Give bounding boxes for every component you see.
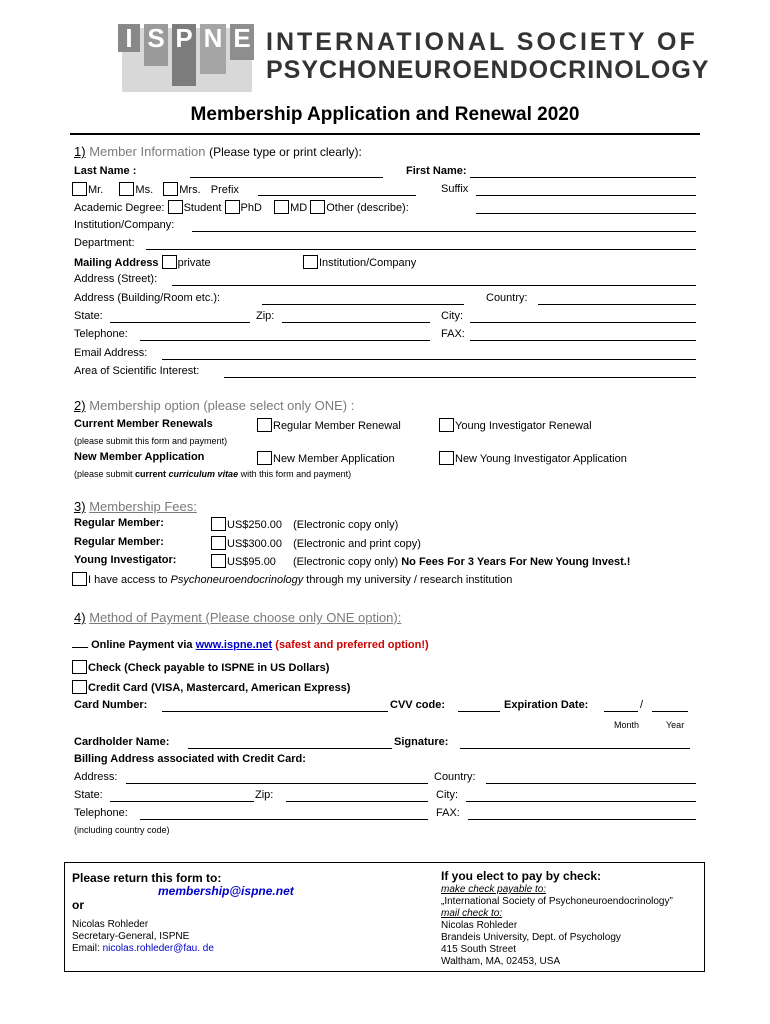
- mr-label: Mr.: [88, 184, 104, 196]
- building-label: Address (Building/Room etc.):: [74, 292, 221, 304]
- young-free-note: No Fees For 3 Years For New Young Invest.!: [401, 556, 631, 568]
- year-label: Year: [666, 720, 685, 730]
- billing-state-label: State:: [74, 789, 103, 801]
- billing-label: Billing Address associated with Credit Card:: [74, 753, 306, 765]
- ms-label: Ms.: [135, 184, 154, 196]
- mail-label: mail check to:: [441, 908, 503, 919]
- institution-label: Institution/Company:: [74, 219, 175, 231]
- building-field[interactable]: [262, 304, 464, 305]
- state-label: State:: [74, 310, 103, 322]
- secretary-name: Nicolas Rohleder: [72, 919, 149, 930]
- payable-label: make check payable to:: [441, 884, 547, 895]
- section-title: Member Information: [89, 144, 206, 159]
- online-payment-label: Online Payment via: [91, 639, 196, 651]
- private-checkbox[interactable]: [162, 255, 177, 269]
- logo-letter-e: E: [230, 24, 254, 60]
- phd-checkbox[interactable]: [225, 200, 240, 214]
- department-field[interactable]: [146, 249, 696, 250]
- journal-name: Psychoneuroendocrinology: [170, 574, 304, 586]
- billing-address-label: Address:: [74, 771, 118, 783]
- new-application-label: New Member Application: [74, 451, 205, 463]
- new-member-checkbox[interactable]: [257, 451, 272, 465]
- logo-letter-s: S: [144, 24, 168, 66]
- new-young-label: New Young Investigator Application: [455, 453, 627, 465]
- country-code-note: (including country code): [74, 825, 170, 835]
- mrs-checkbox[interactable]: [163, 182, 178, 196]
- email-field[interactable]: [162, 359, 696, 360]
- billing-city-field[interactable]: [466, 801, 696, 802]
- exp-separator: /: [640, 699, 644, 711]
- or-label: or: [72, 898, 84, 912]
- mail-name: Nicolas Rohleder: [441, 920, 518, 931]
- access-text: I have access to: [88, 574, 171, 586]
- regular-renewal-checkbox[interactable]: [257, 418, 272, 432]
- signature-label: Signature:: [394, 736, 449, 748]
- billing-fax-label: FAX:: [436, 807, 460, 819]
- secretary-role: Secretary-General, ISPNE: [72, 931, 190, 942]
- logo-letter-i: I: [118, 24, 140, 52]
- institution-company-label: Institution/Company: [319, 257, 417, 269]
- interest-field[interactable]: [224, 377, 696, 378]
- preferred-note: (safest and preferred option!): [275, 639, 429, 651]
- current-renewals-label: Current Member Renewals: [74, 418, 213, 430]
- secretary-email[interactable]: nicolas.rohleder@fau. de: [102, 943, 214, 954]
- org-name-line2: PSYCHONEUROENDOCRINOLOGY: [266, 56, 710, 84]
- mrs-label: Mrs.: [179, 184, 201, 196]
- suffix-label: Suffix: [441, 183, 469, 195]
- zip-field[interactable]: [282, 322, 430, 323]
- suffix-field[interactable]: [476, 195, 696, 196]
- mail-dept: Brandeis University, Dept. of Psychology: [441, 932, 621, 943]
- fee-250-checkbox[interactable]: [211, 517, 226, 531]
- section-number: 4): [74, 610, 86, 625]
- billing-city-label: City:: [436, 789, 458, 801]
- phd-label: PhD: [240, 202, 262, 214]
- new-young-checkbox[interactable]: [439, 451, 454, 465]
- section-number: 3): [74, 499, 86, 514]
- cvv-field[interactable]: [458, 711, 500, 712]
- check-checkbox[interactable]: [72, 660, 87, 674]
- mailing-address-label: Mailing Address: [74, 257, 159, 269]
- page-title: Membership Application and Renewal 2020: [190, 104, 580, 125]
- state-field[interactable]: [110, 322, 250, 323]
- renewal-note: (please submit this form and payment): [74, 436, 228, 446]
- fee-95-note: (Electronic copy only): [293, 556, 399, 568]
- prefix-field[interactable]: [258, 195, 416, 196]
- fee-250-note: (Electronic copy only): [293, 519, 399, 531]
- billing-telephone-field[interactable]: [140, 819, 428, 820]
- section-1-heading: [74, 144, 362, 159]
- prefix-label: Prefix: [210, 184, 239, 196]
- street-label: Address (Street):: [74, 273, 158, 285]
- billing-zip-label: Zip:: [255, 789, 274, 801]
- card-number-field[interactable]: [162, 711, 388, 712]
- section-2-heading: [74, 398, 354, 413]
- fee-300-checkbox[interactable]: [211, 536, 226, 550]
- org-name-line1: INTERNATIONAL SOCIETY OF: [266, 28, 698, 56]
- institution-company-checkbox[interactable]: [303, 255, 318, 269]
- journal-access-checkbox[interactable]: [72, 572, 87, 586]
- ms-checkbox[interactable]: [119, 182, 134, 196]
- telephone-label: Telephone:: [74, 328, 128, 340]
- section-4-heading: [74, 610, 401, 625]
- cvv-label: CVV code:: [390, 699, 446, 711]
- fee-250: US$250.00: [227, 519, 283, 531]
- interest-label: Area of Scientific Interest:: [74, 365, 200, 377]
- email-label: Email Address:: [74, 347, 148, 359]
- signature-field[interactable]: [460, 748, 690, 749]
- fee-95-checkbox[interactable]: [211, 554, 226, 568]
- city-label: City:: [441, 310, 463, 322]
- cardholder-field[interactable]: [188, 748, 392, 749]
- other-checkbox[interactable]: [310, 200, 325, 214]
- academic-degree-label: Academic Degree:: [74, 202, 165, 214]
- return-label: Please return this form to:: [72, 871, 222, 885]
- other-field[interactable]: [476, 213, 696, 214]
- logo-letter-p: P: [172, 24, 196, 86]
- section-title: Method of Payment (Please choose only ONE option):: [89, 610, 402, 625]
- billing-country-field[interactable]: [486, 783, 696, 784]
- cardholder-label: Cardholder Name:: [74, 736, 170, 748]
- section-title: Membership option (please select only ONE) :: [89, 398, 355, 413]
- institution-field[interactable]: [192, 231, 696, 232]
- street-field[interactable]: [172, 285, 696, 286]
- section-note: (Please type or print clearly):: [209, 145, 362, 159]
- fax-field[interactable]: [470, 340, 696, 341]
- first-name-label: First Name:: [406, 165, 467, 177]
- last-name-label: Last Name :: [74, 165, 137, 177]
- ispne-link[interactable]: www.ispne.net: [195, 639, 273, 651]
- billing-fax-field[interactable]: [468, 819, 696, 820]
- billing-zip-field[interactable]: [286, 801, 428, 802]
- credit-card-checkbox[interactable]: [72, 680, 87, 694]
- credit-card-label: Credit Card (VISA, Mastercard, American Express): [88, 682, 351, 694]
- section-3-heading: [74, 499, 197, 514]
- check-label: Check (Check payable to ISPNE in US Dollars): [88, 662, 330, 674]
- department-label: Department:: [74, 237, 135, 249]
- logo-letter-n: N: [200, 24, 226, 74]
- mail-city: Waltham, MA, 02453, USA: [441, 956, 561, 967]
- logo: [118, 24, 258, 92]
- section-number: 1): [74, 144, 86, 159]
- mr-checkbox[interactable]: [72, 182, 87, 196]
- return-email[interactable]: membership@ispne.net: [158, 884, 294, 898]
- city-field[interactable]: [470, 322, 696, 323]
- mail-street: 415 South Street: [441, 944, 517, 955]
- section-number: 2): [74, 398, 86, 413]
- check-info-title: If you elect to pay by check:: [441, 869, 602, 883]
- access-text-end: through my university / research institution: [303, 574, 513, 586]
- regular-member-label-1: Regular Member:: [74, 517, 164, 529]
- young-renewal-checkbox[interactable]: [439, 418, 454, 432]
- student-label: Student: [183, 202, 222, 214]
- card-number-label: Card Number:: [74, 699, 148, 711]
- section-title: Membership Fees:: [89, 499, 197, 514]
- application-note: (please submit current curriculum vitae with this form and payment): [74, 469, 352, 479]
- new-member-label: New Member Application: [273, 453, 395, 465]
- expiration-label: Expiration Date:: [504, 699, 589, 711]
- young-renewal-label: Young Investigator Renewal: [455, 420, 592, 432]
- fee-300-note: (Electronic and print copy): [293, 538, 421, 550]
- billing-country-label: Country:: [434, 771, 476, 783]
- title-rule: [70, 133, 700, 135]
- md-label: MD: [290, 202, 308, 214]
- exp-year-field[interactable]: [652, 711, 688, 712]
- md-checkbox[interactable]: [274, 200, 289, 214]
- young-investigator-label: Young Investigator:: [74, 554, 177, 566]
- regular-member-label-2: Regular Member:: [74, 536, 164, 548]
- month-label: Month: [614, 720, 640, 730]
- billing-state-field[interactable]: [110, 801, 254, 802]
- student-checkbox[interactable]: [168, 200, 183, 214]
- first-name-field[interactable]: [470, 177, 696, 178]
- fax-label: FAX:: [441, 328, 465, 340]
- exp-month-field[interactable]: [604, 711, 638, 712]
- regular-renewal-label: Regular Member Renewal: [273, 420, 401, 432]
- fee-300: US$300.00: [227, 538, 283, 550]
- fee-95: US$95.00: [227, 556, 276, 568]
- other-label: Other (describe):: [326, 202, 409, 214]
- billing-address-field[interactable]: [126, 783, 428, 784]
- online-payment-blank[interactable]: [72, 636, 88, 648]
- private-label: private: [177, 257, 211, 269]
- zip-label: Zip:: [256, 310, 275, 322]
- payable-to: „International Society of Psychoneuroendocrinology”: [441, 896, 673, 907]
- last-name-field[interactable]: [190, 177, 383, 178]
- secretary-email-line: Email: nicolas.rohleder@fau. de: [72, 943, 214, 954]
- telephone-field[interactable]: [140, 340, 430, 341]
- country-label: Country:: [486, 292, 528, 304]
- billing-telephone-label: Telephone:: [74, 807, 128, 819]
- country-field[interactable]: [538, 304, 696, 305]
